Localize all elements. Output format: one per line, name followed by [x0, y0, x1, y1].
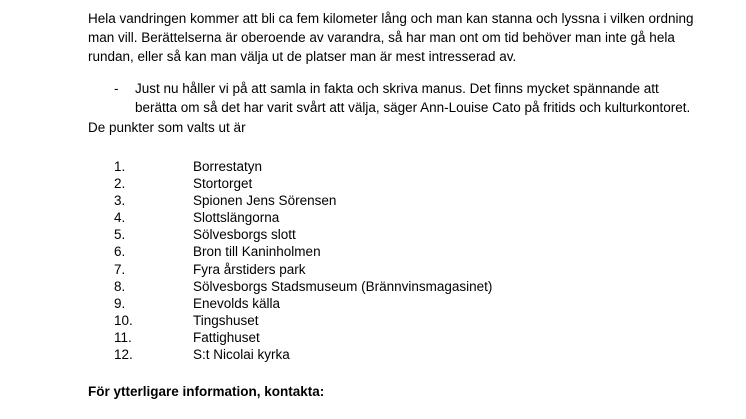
numbered-list [0, 158, 746, 363]
list-item-number: 12. [114, 347, 133, 363]
list-item [0, 261, 746, 278]
list-item-label: Slottslängorna [193, 210, 280, 226]
quote-dash-bullet: - [114, 81, 119, 96]
list-item-number: 9. [114, 295, 126, 311]
text-line: Just nu håller vi på att samla in fakta och skriva manus. Det finns mycket spännande att [135, 81, 659, 96]
list-item-number: 8. [114, 278, 126, 294]
list-item [0, 158, 746, 175]
list-item [0, 329, 746, 346]
list-item [0, 278, 746, 295]
list-item [0, 243, 746, 260]
list-item [0, 192, 746, 209]
list-item-label: Bron till Kaninholmen [193, 244, 321, 260]
list-item [0, 312, 746, 329]
list-item-number: 11. [114, 329, 132, 345]
list-item-number: 10. [114, 312, 133, 328]
list-item-number: 1. [114, 159, 126, 174]
list-item [0, 209, 746, 226]
list-item-number: 6. [114, 244, 126, 260]
list-item-label: Spionen Jens Sörensen [193, 193, 337, 209]
text-line: man vill. Berättelserna är oberoende av varandra, så har man ont om tid behöver man inte gå hela [88, 30, 675, 45]
list-item-number: 4. [114, 210, 126, 226]
text-line: rundan, eller så kan man välja ut de platser man är mest intresserad av. [88, 49, 517, 64]
quote-text [135, 79, 690, 117]
list-intro-line: De punkter som valts ut är [88, 120, 246, 135]
list-item-number: 3. [114, 193, 126, 209]
list-item-label: Sölvesborgs Stadsmuseum (Brännvinsmagasinet) [193, 278, 493, 294]
list-item-label: S:t Nicolai kyrka [193, 347, 290, 363]
list-item [0, 226, 746, 243]
list-item-label: Tingshuset [193, 312, 259, 328]
list-item-label: Stortorget [193, 176, 253, 192]
list-item-label: Sölvesborgs slott [193, 227, 296, 243]
list-item-number: 7. [114, 261, 126, 277]
intro-paragraph [88, 9, 694, 66]
list-item-label: Enevolds källa [193, 295, 281, 311]
list-item-number: 2. [114, 176, 126, 192]
list-item-label: Fyra årstiders park [193, 261, 306, 277]
list-item-number: 5. [114, 227, 126, 243]
contact-heading: För ytterligare information, kontakta: [88, 384, 325, 399]
list-item-label: Fattighuset [193, 329, 260, 345]
list-item-label: Borrestatyn [193, 159, 263, 174]
text-line: berätta om så det har varit svårt att välja, säger Ann-Louise Cato på fritids och kulturkontoret. [135, 100, 691, 115]
list-item [0, 295, 746, 312]
list-item [0, 175, 746, 192]
list-item [0, 346, 746, 363]
text-line: Hela vandringen kommer att bli ca fem kilometer lång och man kan stanna och lyssna i vilken ordning [88, 11, 694, 26]
